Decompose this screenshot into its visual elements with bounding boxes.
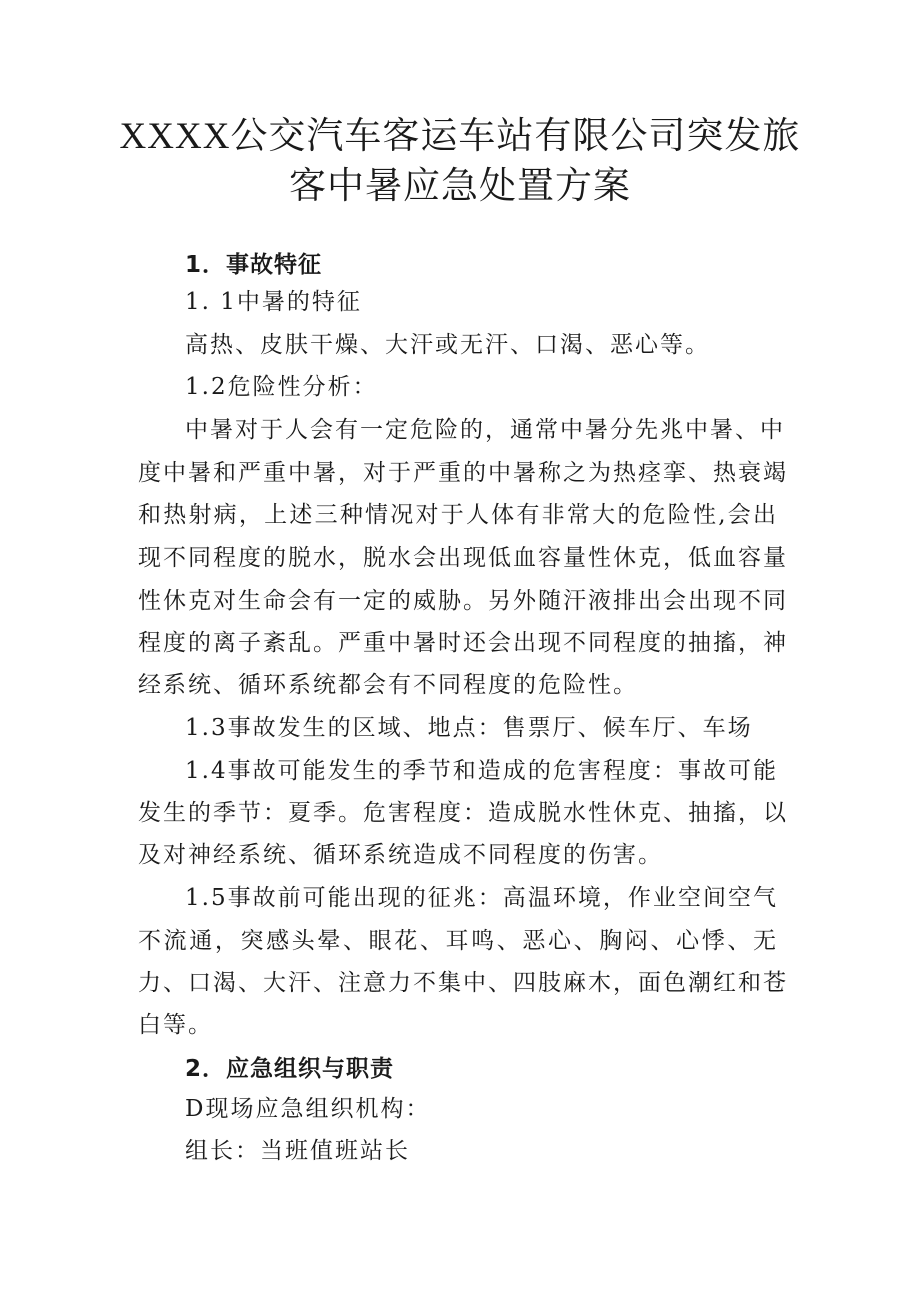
subsection-1-1-heading: 1. 1中暑的特征 — [185, 289, 362, 315]
paragraph-line: 度中暑和严重中暑，对于严重的中暑称之为热痉挛、热衰竭 — [138, 460, 788, 486]
document-title — [60, 112, 860, 212]
paragraph-line: 程度的离子紊乱。严重中暑时还会出现不同程度的抽搐，神 — [138, 630, 788, 656]
subsection-2-1-text: D现场应急组织机构： — [185, 1096, 431, 1122]
paragraph-line: 中暑对于人会有一定危险的，通常中暑分先兆中暑、中 — [185, 417, 785, 443]
subsection-1-3-text: 1.3事故发生的区域、地点：售票厅、候车厅、车场 — [185, 715, 753, 741]
paragraph-line: 1.4事故可能发生的季节和造成的危害程度：事故可能 — [185, 758, 778, 784]
paragraph-line: 经系统、循环系统都会有不同程度的危险性。 — [138, 672, 638, 698]
subsection-2-2-text: 组长：当班值班站长 — [185, 1138, 410, 1164]
subsection-1-2-heading: 1.2危险性分析： — [185, 374, 378, 400]
paragraph-line: 及对神经系统、循环系统造成不同程度的伤害。 — [138, 842, 663, 868]
paragraph-line: 1.5事故前可能出现的征兆：高温环境，作业空间空气 — [185, 885, 778, 911]
paragraph-line: 性休克对生命会有一定的威胁。另外随汗液排出会出现不同 — [138, 588, 788, 614]
paragraph-line: 白等。 — [138, 1012, 213, 1038]
paragraph-line: 不流通，突感头晕、眼花、耳鸣、恶心、胸闷、心悸、无 — [138, 928, 778, 954]
title-line-2: 客中暑应急处置方案 — [289, 166, 631, 207]
title-line-1: XXXX公交汽车客运车站有限公司突发旅 — [119, 116, 801, 157]
paragraph-line: 现不同程度的脱水，脱水会出现低血容量性休克，低血容量 — [138, 545, 788, 571]
paragraph-line: 发生的季节：夏季。危害程度：造成脱水性休克、抽搐，以 — [138, 800, 788, 826]
paragraph-line: 力、口渴、大汗、注意力不集中、四肢麻木，面色潮红和苍 — [138, 970, 788, 996]
section-1-heading: 1．事故特征 — [185, 252, 323, 278]
subsection-1-1-text: 高热、皮肤干燥、大汗或无汗、口渴、恶心等。 — [185, 332, 710, 358]
paragraph-line: 和热射病，上述三种情况对于人体有非常大的危险性,会出 — [138, 502, 778, 528]
section-2-heading: 2．应急组织与职责 — [185, 1056, 395, 1082]
